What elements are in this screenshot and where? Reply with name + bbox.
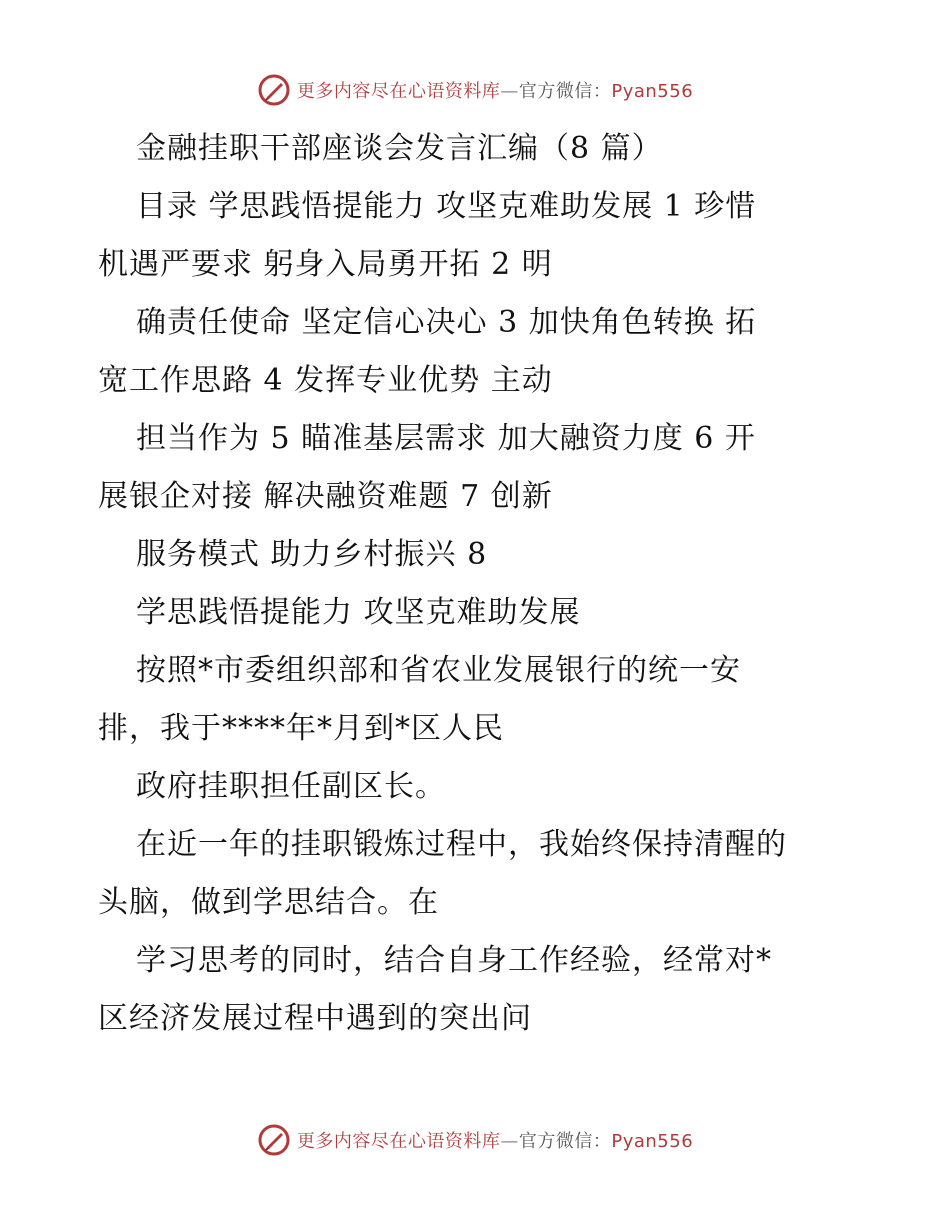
quill-logo-icon <box>257 73 291 107</box>
document-line: 政府挂职担任副区长。 <box>136 769 446 804</box>
footer-banner <box>0 1120 950 1160</box>
header-banner-text <box>297 77 693 103</box>
document-line: 展银企对接 解决融资难题 7 创新 <box>98 479 553 514</box>
quill-logo-icon <box>257 1123 291 1157</box>
document-line: 确责任使命 坚定信心决心 3 加快角色转换 拓 <box>136 305 757 340</box>
document-line: 按照*市委组织部和省农业发展银行的统一安 <box>136 653 741 688</box>
footer-banner-sep: — <box>500 1131 519 1152</box>
header-banner-id: Pyan556 <box>611 81 694 102</box>
footer-banner-main: 更多内容尽在心语资料库 <box>296 1131 501 1152</box>
document-line: 目录 学思践悟提能力 攻坚克难助发展 1 珍惜 <box>136 189 757 224</box>
document-line: 学习思考的同时，结合自身工作经验，经常对* <box>136 943 772 978</box>
document-line: 区经济发展过程中遇到的突出问 <box>98 1001 532 1036</box>
document-line: 服务模式 助力乡村振兴 8 <box>136 537 488 572</box>
document-line: 宽工作思路 4 发挥专业优势 主动 <box>98 363 553 398</box>
document-line: 学思践悟提能力 攻坚克难助发展 <box>136 595 581 630</box>
document-line: 排，我于****年*月到*区人民 <box>98 711 504 746</box>
footer-banner-wechat: 官方微信： <box>518 1131 612 1152</box>
header-banner-wechat: 官方微信： <box>518 81 612 102</box>
footer-banner-inner <box>257 1123 693 1157</box>
document-line: 金融挂职干部座谈会发言汇编（8 篇） <box>136 131 663 166</box>
document-line: 担当作为 5 瞄准基层需求 加大融资力度 6 开 <box>136 421 756 456</box>
footer-banner-text <box>297 1127 693 1153</box>
header-banner-main: 更多内容尽在心语资料库 <box>296 81 501 102</box>
document-line: 头脑，做到学思结合。在 <box>98 885 439 920</box>
header-banner-inner <box>257 73 693 107</box>
document-line: 机遇严要求 躬身入局勇开拓 2 明 <box>98 247 553 282</box>
header-banner-sep: — <box>500 81 519 102</box>
header-banner <box>0 70 950 110</box>
document-body <box>98 120 838 1048</box>
footer-banner-id: Pyan556 <box>611 1131 694 1152</box>
document-line: 在近一年的挂职锻炼过程中，我始终保持清醒的 <box>136 827 787 862</box>
